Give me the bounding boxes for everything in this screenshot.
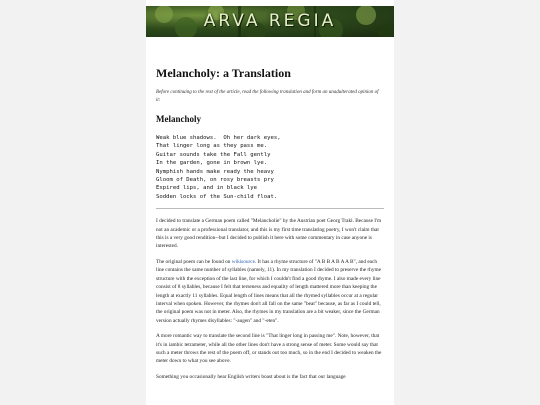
article-title: Melancholy: a Translation (156, 66, 291, 80)
site-banner[interactable] (146, 6, 394, 37)
wikisource-link[interactable]: wikisource (231, 258, 256, 265)
paragraph: A more romantic way to translate the second line is "That linger long in passing me". Note, however, that it's in iambic tetrameter, while all the other lines don't have a strong sense of meter. Some would say that such a meter throws the rest of the poem off, or stands out too much, so in the end I decided to weaken the meter down to what you see above. (156, 333, 382, 365)
paragraph-text: . It has a rhyme structure of "A B B A B A A B", and each line contains the same number of syllables (namely, 11). In my translation I decided to preserve the rhyme structure with the exception of the last line, for which I couldn't find a good rhyme. I also made every line consist of 8 syllables, because I felt that terseness and equality of length mattered more than keeping the length at exactly 11 syllables. Equal length of lines means that all the rhymed syllables occur at a regular interval when spoken. However, the rhymes don't all fall on the same "beat" because, as far as I could tell, the original poem was not in meter. Also, the rhymes in my translation are a bit weaker, since the German version actually rhymes disyllables: "-augen" and "-eten". (156, 258, 381, 324)
poem-line: In the garden, gone in brown lye. (156, 160, 268, 167)
poem-line: Guitar sounds take the Fall gently (156, 151, 271, 158)
paragraph-text: The original poem can be found on (156, 258, 232, 265)
paragraph: Something you occasionally hear English writers boast about is the fact that our language (156, 373, 346, 380)
poem-block (156, 134, 384, 201)
poem-line: Nymphish hands make ready the heavy (156, 168, 274, 175)
article-intro: Before continuing to the rest of the article, read the following translation and form an unadulterated opinion of it: (156, 90, 379, 103)
paragraph: I decided to translate a German poem called "Melancholie" by the Austrian poet Georg Trakl. Because I'm not an academic or a professional translator, and this is my first time translating poetry, I won't claim that this is a very good rendition--but I decided to publish it here with some commentary in case anyone is interested. (156, 218, 382, 250)
poem-line: Weak blue shadows. Oh her dark eyes, (156, 135, 281, 141)
poem-line: That linger long as they pass me. (156, 143, 268, 150)
article (156, 66, 384, 388)
poem-line: Gloom of Death, on rosy breasts pry (156, 177, 274, 184)
section-divider (156, 208, 384, 209)
site-title: ARVA REGIA (203, 11, 337, 31)
poem-title: Melancholy (156, 114, 201, 124)
poem-line: Sodden locks of the Sun-child float. (156, 193, 278, 200)
poem-line: Expired lips, and in black lye (156, 185, 258, 192)
paragraph (156, 258, 384, 325)
